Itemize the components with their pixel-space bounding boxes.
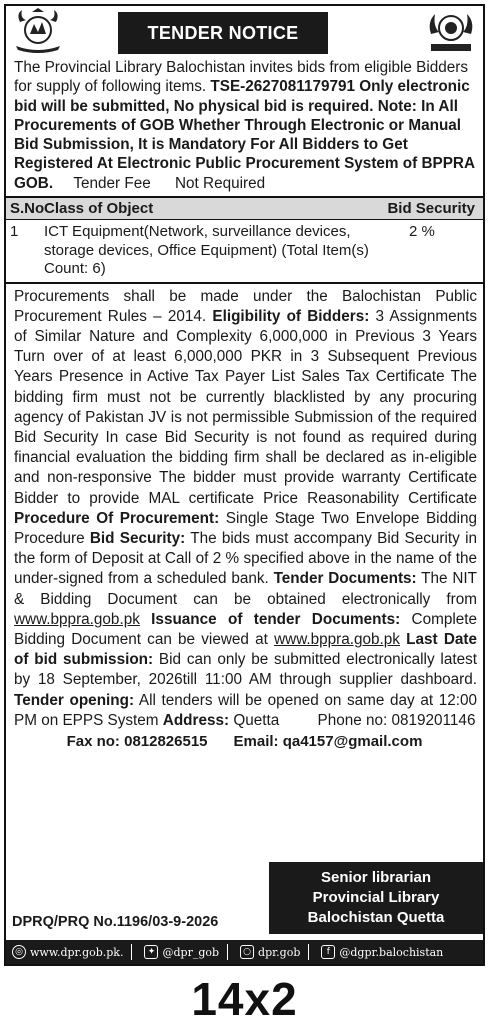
reference-number: DPRQ/PRQ No.1196/03-9-2026 <box>12 914 219 930</box>
ad-size-label: 14x2 <box>191 973 298 1024</box>
rules-text: Procurements shall be made under the Balochistan Public Procurement Rules – 2014. <box>14 287 477 325</box>
tender-notice <box>4 4 485 966</box>
table-row <box>6 220 483 282</box>
last-date-label: Last Date of bid submission: <box>14 631 477 669</box>
twitter-handle: @dpr_gob <box>162 945 220 959</box>
bppra-link-2[interactable]: www.bppra.gob.pk <box>274 631 400 649</box>
tender-documents-label: Tender Documents: <box>273 570 417 588</box>
fax-number: Fax no: 0812826515 <box>66 733 208 751</box>
instagram-icon: ○ <box>240 945 254 959</box>
signatory-title: Senior librarian <box>320 869 432 886</box>
web-handle: www.dpr.gob.pk. <box>30 945 124 959</box>
signatory-office: Provincial Library <box>312 889 440 906</box>
tender-fee-label: Tender Fee <box>73 174 151 192</box>
divider <box>131 944 132 960</box>
row-object: ICT Equipment(Network, surveillance devices, storage devices, Office Equipment) (Total Item(s) Count: 6) <box>44 223 369 278</box>
social-twitter[interactable] <box>144 944 228 960</box>
fax-email-row <box>6 733 483 750</box>
email-address[interactable]: Email: qa4157@gmail.com <box>233 733 423 751</box>
government-seal-icon <box>423 8 479 54</box>
intro-lead: The Provincial Library Balochistan invites bids from eligible Bidders for supply of following items. <box>14 59 469 96</box>
address-label: Address: <box>162 711 230 729</box>
eligibility-text: 3 Assignments of Similar Nature and Complexity 6,000,000 in Previous 3 Years Turn over of at least 6,000,000 PKR in 3 Subsequent Previous Years Presence in Active Tax Payer List Sales Tax Certificate The bidding firm must not be currently blacklisted by any procuring agency of Pakistan JV is not permissible Submission of the required Bid Security In case Bid Security is not found as required during financial evaluation the bidding firm shall be declared as in-eligible and non-responsive The bidder must provide warranty Certificate Bidder to provide MAL certificate Price Reasonability Certificate <box>14 307 477 507</box>
table-header <box>6 198 483 220</box>
social-bar <box>6 940 483 964</box>
signatory-location: Balochistan Quetta <box>307 909 445 926</box>
notice-footer <box>6 862 483 964</box>
address-value: Quetta <box>233 711 280 729</box>
facebook-handle: @dgpr.balochistan <box>339 945 444 959</box>
issuance-label: Issuance of tender Documents: <box>139 610 401 628</box>
notice-header <box>6 6 483 56</box>
globe-icon: ◎ <box>12 945 26 959</box>
intro-paragraph <box>6 56 483 193</box>
social-instagram[interactable] <box>240 944 309 960</box>
instagram-handle: dpr.gob <box>258 945 301 959</box>
facebook-icon: f <box>321 945 335 959</box>
phone-number: Phone no: 0819201146 <box>317 711 476 729</box>
column-header-security: Bid Security <box>387 200 475 218</box>
last-date-text: Bid can only be submitted electronically latest by 18 September, 2026till 11:00 AM through supplier dashboard. <box>14 651 477 689</box>
social-facebook[interactable] <box>321 945 443 959</box>
row-security: 2 % <box>409 223 435 241</box>
twitter-icon: ✦ <box>144 945 158 959</box>
tender-opening-text: All tenders will be opened on same day at 12:00 PM on EPPS System <box>14 691 477 729</box>
signatory-box <box>269 862 483 934</box>
social-web[interactable] <box>12 944 132 960</box>
intro-bold-text: TSE-2627081179791 Only electronic bid will be submitted, No physical bid is required. Note: In All Procurements of GOB Whether Through Electronic or Manual Bid Submission, It is Mandatory For All Bidders to Get Registered At Electronic Public Procurement System of BPPRA GOB. <box>14 78 475 192</box>
tender-fee-value: Not Required <box>174 174 266 192</box>
procedure-label: Procedure Of Procurement: <box>14 509 220 527</box>
bid-security-text: The bids must accompany Bid Security in the form of Deposit at Call of 2 % specified above in the name of the under-signed from a scheduled bank. <box>14 530 477 588</box>
issuance-text: Complete Bidding Document can be viewed at <box>14 610 477 649</box>
bid-security-label: Bid Security: <box>89 530 186 548</box>
tender-documents-text: The NIT & Bidding Document can be obtained electronically from <box>14 570 477 608</box>
bppra-link[interactable]: www.bppra.gob.pk <box>14 610 140 628</box>
items-table <box>6 196 483 284</box>
page-title: TENDER NOTICE <box>118 12 328 54</box>
eligibility-label: Eligibility of Bidders: <box>212 307 370 325</box>
column-header-object: Class of Object <box>44 200 154 218</box>
terms-paragraph <box>6 284 483 731</box>
divider <box>227 944 228 960</box>
balochistan-emblem-icon <box>10 8 66 54</box>
divider <box>308 944 309 960</box>
column-header-sno: S.No <box>10 200 45 218</box>
procedure-text: Single Stage Two Envelope Bidding Procedure <box>14 509 478 548</box>
tender-opening-label: Tender opening: <box>14 691 135 709</box>
row-sno: 1 <box>10 223 19 241</box>
